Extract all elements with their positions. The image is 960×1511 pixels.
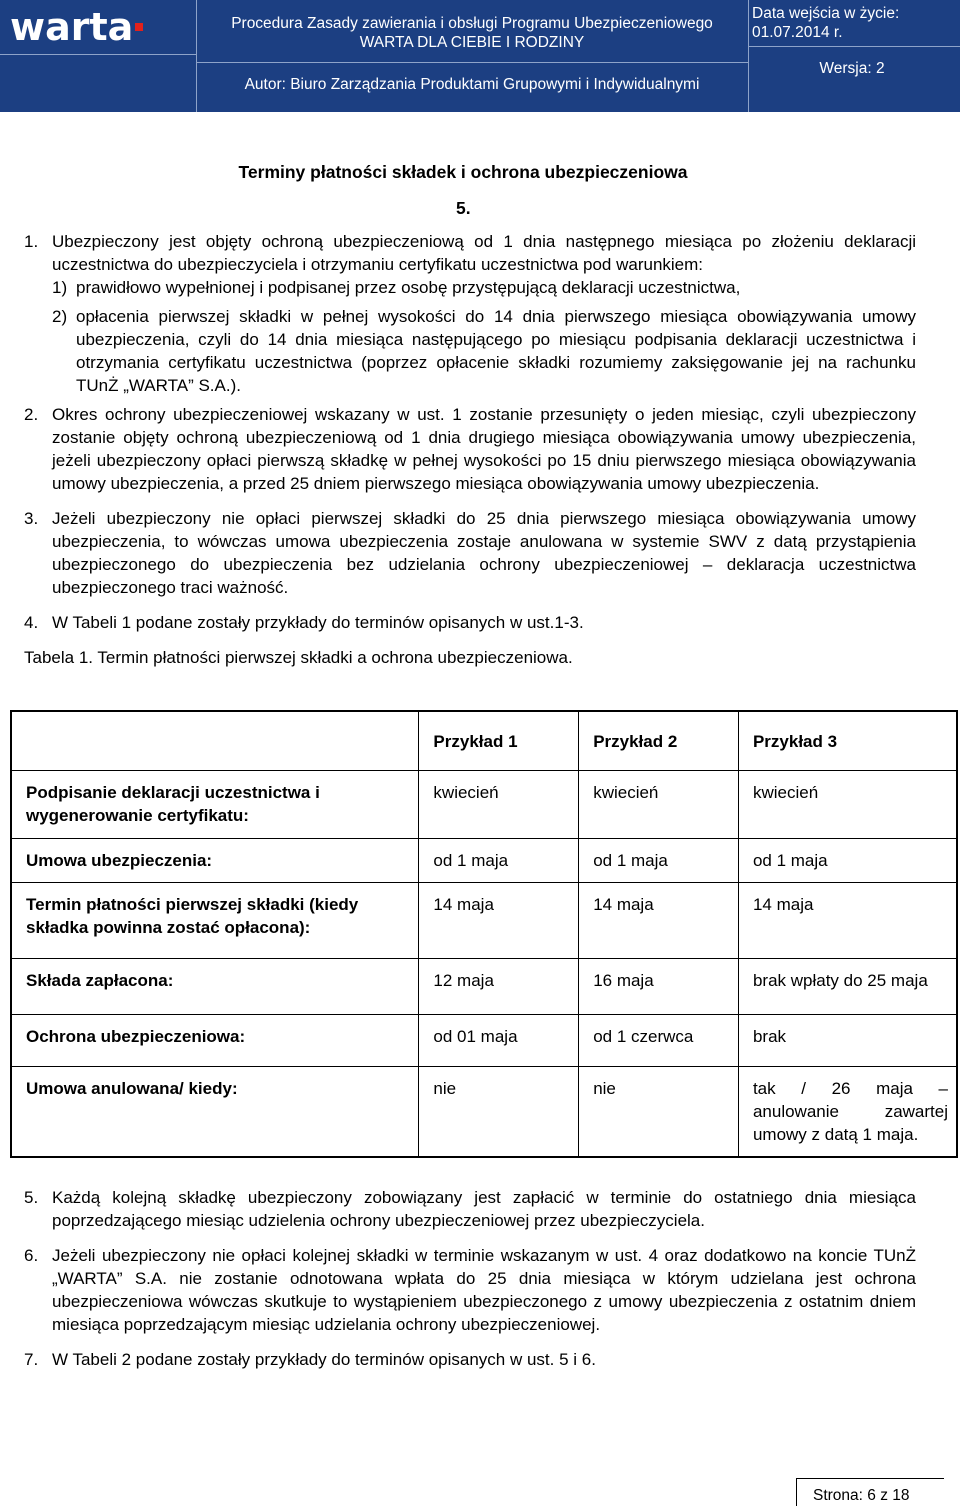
table-cell: od 01 maja: [419, 1015, 579, 1067]
table-row-label: Podpisanie deklaracji uczestnictwa i wygenerowanie certyfikatu:: [11, 771, 419, 839]
table-cell: od 1 maja: [419, 839, 579, 883]
paragraph-text: Jeżeli ubezpieczony nie opłaci kolejnej składki w terminie wskazanym w ust. 4 oraz dodatkowo na koncie TUnŻ „WARTA” S.A. nie zostanie odnotowana wpłata do 25 dnia miesiąca w którym udzielana jest ochrona ubezpieczeniowa wówczas skutkuje to wystąpieniem ubezpieczonego z umowy ubezpieczenia z ostatnim dniem miesiąca poprzedzającym miesiąc udzielania ochrony ubezpieczeniowej.: [52, 1246, 916, 1334]
table-cell: tak / 26 maja – anulowanie zawartej umowy z datą 1 maja.: [738, 1067, 957, 1158]
table-row: [11, 959, 957, 1015]
document-header: [0, 0, 960, 112]
table-cell: 14 maja: [419, 883, 579, 959]
paragraph-4: [24, 611, 916, 634]
paragraph-number: 4.: [24, 613, 39, 632]
section-title: Terminy płatności składek i ochrona ubezpieczeniowa: [238, 162, 688, 182]
table-header-cell: [11, 711, 419, 771]
table-cell: od 1 maja: [579, 839, 739, 883]
table-row-label: Składa zapłacona:: [11, 959, 419, 1015]
table-cell: brak wpłaty do 25 maja: [738, 959, 957, 1015]
effective-date: [752, 4, 952, 42]
table-cell: 14 maja: [738, 883, 957, 959]
paragraph-text: W Tabeli 1 podane zostały przykłady do terminów opisanych w ust.1-3.: [52, 613, 584, 632]
table-row: [11, 771, 957, 839]
table-cell: brak: [738, 1015, 957, 1067]
table-row-label: Umowa anulowana/ kiedy:: [11, 1067, 419, 1158]
paragraph-1: [24, 230, 916, 276]
content-lower: [24, 1186, 916, 1371]
content-upper: [24, 230, 916, 669]
header-divider: [196, 62, 748, 63]
paragraph-3: [24, 507, 916, 599]
procedure-title-line2: WARTA DLA CIEBIE I RODZINY: [359, 34, 585, 51]
paragraph-number: 3.: [24, 509, 39, 528]
subpoint-1: [24, 276, 916, 299]
header-divider: [0, 54, 196, 55]
table-row-label: Umowa ubezpieczenia:: [11, 839, 419, 883]
paragraph-6: [24, 1244, 916, 1336]
table-row-label: Termin płatności pierwszej składki (kiedy składka powinna zostać opłacona):: [11, 883, 419, 959]
page-number: Strona: 6 z 18: [796, 1478, 944, 1506]
table-cell: 16 maja: [579, 959, 739, 1015]
table-cell: nie: [579, 1067, 739, 1158]
table-row: [11, 883, 957, 959]
section-number: 5.: [456, 198, 471, 218]
paragraph-7: [24, 1348, 916, 1371]
paragraph-number: 7.: [24, 1350, 39, 1369]
effective-date-label: Data wejścia w życie:: [752, 5, 900, 22]
table-header-cell: Przykład 3: [738, 711, 957, 771]
subpoint-text: prawidłowo wypełnionej i podpisanej przez osobę przystępującą deklaracji uczestnictwa,: [76, 278, 741, 297]
table-cell: kwiecień: [579, 771, 739, 839]
table-header-cell: Przykład 1: [419, 711, 579, 771]
warta-logo: [0, 0, 196, 54]
paragraph-number: 5.: [24, 1188, 39, 1207]
payment-examples-table: [10, 710, 958, 1158]
table-row: [11, 1015, 957, 1067]
table-cell: od 1 maja: [738, 839, 957, 883]
effective-date-value: 01.07.2014 r.: [752, 24, 843, 41]
table-header-row: [11, 711, 957, 771]
header-divider: [748, 46, 960, 47]
paragraph-number: 6.: [24, 1246, 39, 1265]
paragraph-5: [24, 1186, 916, 1232]
table-cell: 12 maja: [419, 959, 579, 1015]
procedure-title: [196, 14, 748, 52]
header-divider: [748, 0, 749, 112]
paragraph-2: [24, 403, 916, 495]
table-cell: od 1 czerwca: [579, 1015, 739, 1067]
paragraph-number: 1.: [24, 232, 39, 251]
paragraph-number: 2.: [24, 405, 39, 424]
table-header-cell: Przykład 2: [579, 711, 739, 771]
subpoint-number: 2): [52, 307, 68, 326]
table-cell: kwiecień: [419, 771, 579, 839]
table-cell: 14 maja: [579, 883, 739, 959]
logo-text: warta: [10, 5, 134, 49]
paragraph-text: W Tabeli 2 podane zostały przykłady do terminów opisanych w ust. 5 i 6.: [52, 1350, 596, 1369]
paragraph-text: Okres ochrony ubezpieczeniowej wskazany w ust. 1 zostanie przesunięty o jeden miesiąc, czyli ubezpieczony zostanie objęty ochroną ubezpieczeniową od 1 dnia drugiego miesiąca obowiązywania umowy ubezpieczenia, jeżeli ubezpieczony opłaci pierwszą składkę w pełnej wysokości po 15 dniu pierwszego miesiąca obowiązywania umowy ubezpieczenia, a przed 25 dniem pierwszego miesiąca obowiązywania umowy ubezpieczenia.: [52, 405, 916, 493]
version: Wersja: 2: [819, 60, 885, 77]
subpoint-text: opłacenia pierwszej składki w pełnej wysokości do 14 dnia pierwszego miesiąca obowiązywania umowy ubezpieczenia, czyli do 14 dnia miesiąca następującego po miesiącu podpisania deklaracji uczestnictwa i otrzymania certyfikatu uczestnictwa (poprzez opłacenie składki rozumiemy zaksięgowanie jej na rachunku TUnŻ „WARTA” S.A.).: [76, 307, 916, 395]
table-row: [11, 1067, 957, 1158]
author: Autor: Biuro Zarządzania Produktami Grupowymi i Indywidualnymi: [244, 76, 700, 93]
table-cell: kwiecień: [738, 771, 957, 839]
subpoint-number: 1): [52, 278, 68, 297]
paragraph-text: Ubezpieczony jest objęty ochroną ubezpieczeniową od 1 dnia następnego miesiąca po złożeniu deklaracji uczestnictwa do ubezpieczyciela i otrzymaniu certyfikatu uczestnictwa pod warunkiem:: [52, 232, 916, 274]
table-cell: nie: [419, 1067, 579, 1158]
paragraph-text: Jeżeli ubezpieczony nie opłaci pierwszej składki do 25 dnia pierwszego miesiąca obowiązywania umowy ubezpieczenia, to wówczas umowa ubezpieczenia zostaje anulowana w systemie SWV z datą przystąpienia ubezpieczonego do ubezpieczenia bez udzielania ochrony ubezpieczeniowej – deklaracja uczestnictwa ubezpieczonego traci ważność.: [52, 509, 916, 597]
logo-dot-icon: [135, 23, 143, 31]
procedure-title-line1: Procedura Zasady zawierania i obsługi Programu Ubezpieczeniowego: [231, 15, 713, 32]
table-row: [11, 839, 957, 883]
table-caption: Tabela 1. Termin płatności pierwszej składki a ochrona ubezpieczeniowa.: [24, 648, 573, 667]
paragraph-text: Każdą kolejną składkę ubezpieczony zobowiązany jest zapłacić w terminie do ostatniego dnia miesiąca poprzedzającego miesiąc udzielenia ochrony ubezpieczeniowej przez ubezpieczyciela.: [52, 1188, 916, 1230]
table-row-label: Ochrona ubezpieczeniowa:: [11, 1015, 419, 1067]
subpoint-2: [24, 305, 916, 397]
